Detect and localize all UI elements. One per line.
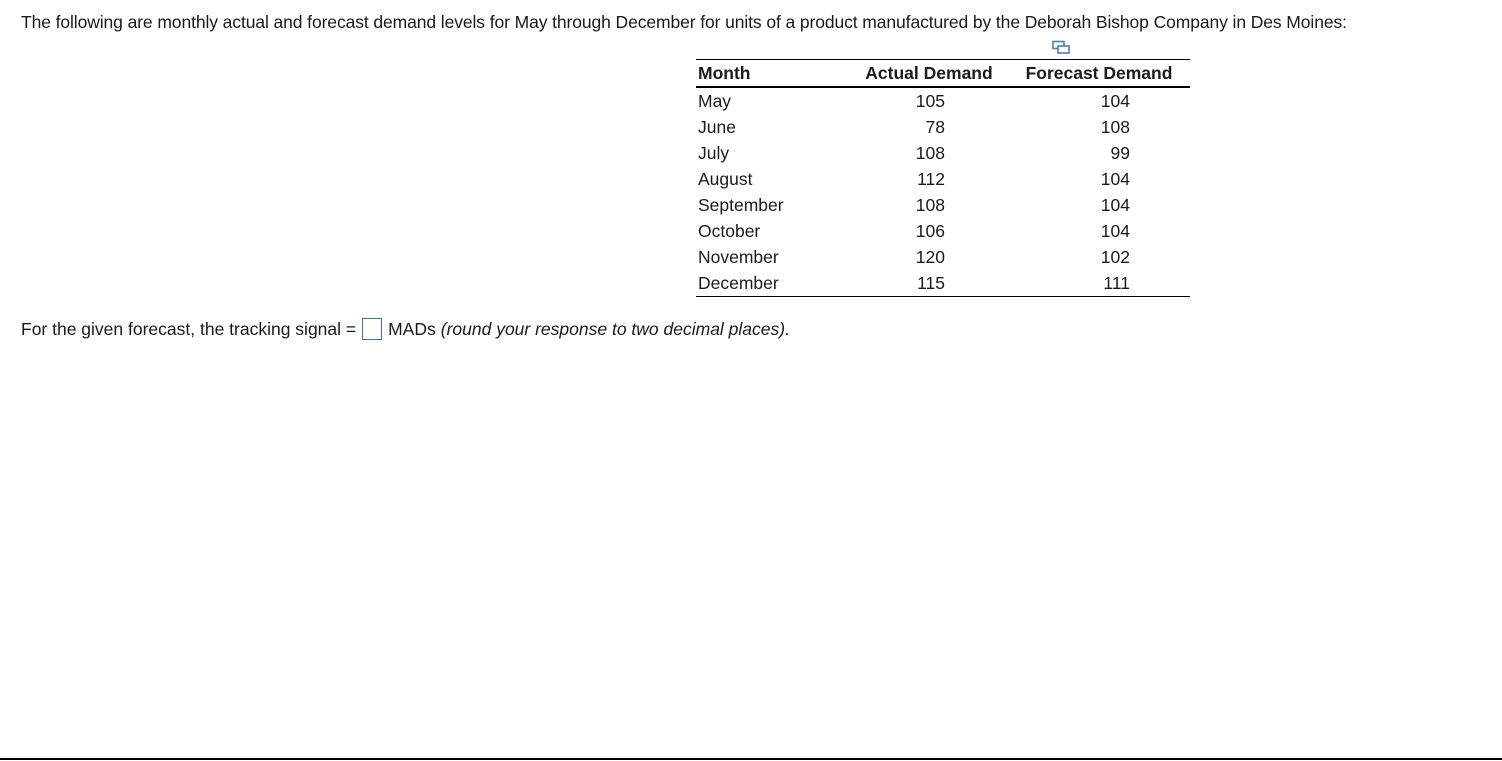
table-row: [696, 166, 1190, 192]
forecast-demand-value: 102: [1100, 246, 1130, 267]
cell-month: October: [698, 220, 761, 241]
rounding-instruction: (round your response to two decimal places).: [440, 318, 790, 339]
header-actual-demand: Actual Demand: [850, 60, 1008, 88]
cell-forecast-demand: [1008, 87, 1190, 114]
cell-forecast-demand: [1008, 192, 1190, 218]
table-row: [696, 114, 1190, 140]
actual-demand-value: 105: [915, 90, 945, 111]
forecast-demand-value: 104: [1100, 194, 1130, 215]
copy-table-icon[interactable]: [1051, 40, 1071, 54]
cell-month: September: [698, 194, 784, 215]
header-forecast-demand: Forecast Demand: [1008, 60, 1190, 88]
forecast-demand-value: 108: [1100, 116, 1130, 137]
cell-forecast-demand: [1008, 114, 1190, 140]
table-row: [696, 270, 1190, 297]
bottom-divider: [0, 758, 1502, 760]
actual-demand-value: 120: [915, 246, 945, 267]
actual-demand-value: 112: [917, 168, 945, 189]
cell-month: July: [698, 142, 730, 163]
table-row: [696, 218, 1190, 244]
cell-actual-demand: [850, 166, 1008, 192]
cell-actual-demand: [850, 87, 1008, 114]
cell-month: August: [698, 168, 753, 189]
cell-month: November: [698, 246, 779, 267]
tracking-signal-input[interactable]: [362, 318, 382, 340]
table-row: [696, 244, 1190, 270]
forecast-demand-value: 104: [1100, 220, 1130, 241]
question-prefix: For the given forecast, the tracking signal =: [21, 318, 357, 339]
actual-demand-value: 108: [915, 194, 945, 215]
cell-month: May: [698, 90, 732, 111]
cell-actual-demand: [850, 218, 1008, 244]
cell-forecast-demand: [1008, 218, 1190, 244]
actual-demand-value: 115: [917, 272, 945, 293]
forecast-demand-value: 111: [1103, 272, 1130, 293]
table-row: [696, 87, 1190, 114]
unit-label: MADs: [388, 318, 436, 339]
cell-forecast-demand: [1008, 270, 1190, 297]
forecast-demand-value: 99: [1110, 142, 1130, 163]
header-month: Month: [696, 60, 850, 88]
table-header-row: [696, 60, 1190, 88]
cell-forecast-demand: [1008, 166, 1190, 192]
cell-forecast-demand: [1008, 140, 1190, 166]
table-body: [696, 87, 1190, 297]
table-row: [696, 140, 1190, 166]
cell-actual-demand: [850, 244, 1008, 270]
actual-demand-value: 108: [915, 142, 945, 163]
actual-demand-value: 78: [925, 116, 945, 137]
cell-actual-demand: [850, 270, 1008, 297]
question-line: [21, 318, 790, 340]
actual-demand-value: 106: [915, 220, 945, 241]
cell-forecast-demand: [1008, 244, 1190, 270]
cell-actual-demand: [850, 114, 1008, 140]
forecast-demand-value: 104: [1100, 168, 1130, 189]
cell-month: December: [696, 270, 850, 297]
cell-month: June: [698, 116, 736, 137]
cell-actual-demand: [850, 192, 1008, 218]
problem-intro-text: The following are monthly actual and forecast demand levels for May through December for units of a product manufactured by the Deborah Bishop Company in Des Moines:: [21, 12, 1347, 32]
demand-table: [696, 59, 1190, 297]
forecast-demand-value: 104: [1100, 90, 1130, 111]
table-row: [696, 192, 1190, 218]
cell-actual-demand: [850, 140, 1008, 166]
